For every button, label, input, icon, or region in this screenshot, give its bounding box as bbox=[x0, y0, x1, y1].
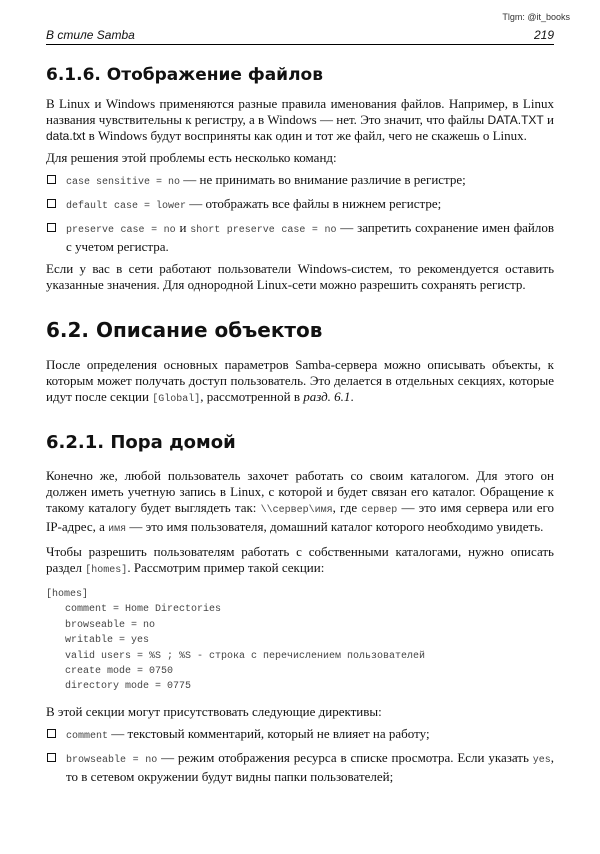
chapter-title: В стиле Samba bbox=[46, 28, 135, 42]
paragraph: Конечно же, любой пользователь захочет работать со своим каталогом. Для этого он должен иметь учетную запись в Linux, с которой и будет связан его каталог. Обращение к такому каталогу будет выглядеть так: \\сервер\имя, где сервер — это имя сервера или его IP-адрес, а имя — это имя пользователя, домашний каталог которого необходимо увидеть. bbox=[46, 468, 555, 535]
running-head bbox=[46, 28, 554, 45]
code-line: writable = yes bbox=[65, 635, 150, 647]
paragraph: Если у вас в сети работают пользователи Windows-систем, то рекомендуется оставить указанные значения. Для однородной Linux-сети можно разрешить сохранять регистр. bbox=[46, 261, 554, 292]
code-line: browseable = no bbox=[65, 619, 156, 631]
cross-reference: разд. 6.1 bbox=[303, 389, 351, 404]
checkbox-bullet-icon bbox=[47, 729, 56, 738]
code-line: create mode = 0750 bbox=[65, 666, 174, 678]
paragraph: Для решения этой проблемы есть несколько команд: bbox=[46, 150, 337, 165]
checkbox-bullet-icon bbox=[47, 199, 56, 208]
section-heading-6-1-6: 6.1.6. Отображение файлов bbox=[46, 65, 323, 85]
paragraph: После определения основных параметров Samba-сервера можно описывать объекты, к которым может получать доступ пользователь. Это делается в отдельных секциях, которые идут после секции [Global], рассмотренной в разд. 6.1. bbox=[46, 357, 554, 405]
checkbox-bullet-icon bbox=[47, 175, 56, 184]
bullet-list bbox=[46, 726, 554, 785]
code-line: directory mode = 0775 bbox=[65, 681, 192, 693]
paragraph: В этой секции могут присутствовать следующие директивы: bbox=[46, 703, 382, 719]
checkbox-bullet-icon bbox=[47, 753, 56, 762]
code-line: [homes] bbox=[46, 589, 89, 600]
section-heading-6-2: 6.2. Описание объектов bbox=[46, 318, 323, 342]
code-line: comment = Home Directories bbox=[65, 604, 222, 616]
code-block bbox=[46, 587, 554, 695]
list-item: default case = lower — отображать все файлы в нижнем регистре; bbox=[46, 196, 554, 215]
page-number: 219 bbox=[533, 28, 554, 42]
watermark: Tlgm: @it_books bbox=[502, 12, 570, 22]
list-item: comment — текстовый комментарий, который не влияет на работу; bbox=[46, 726, 554, 745]
paragraph: В Linux и Windows применяются разные правила именования файлов. Например, в Linux названия чувствительны к регистру, а в Windows — нет. Это значит, что файлы DATA.TXT и data.txt в Windows будут восприняты как один и тот же файл, чего не скажешь о Linux. bbox=[46, 96, 554, 143]
checkbox-bullet-icon bbox=[47, 223, 56, 232]
list-item: preserve case = no и short preserve case = no — запретить сохранение имен файлов с учетом регистра. bbox=[46, 220, 554, 255]
bullet-list bbox=[46, 172, 554, 255]
list-item: case sensitive = no — не принимать во внимание различие в регистре; bbox=[46, 172, 554, 191]
paragraph: Чтобы разрешить пользователям работать с собственными каталогами, нужно описать раздел [homes]. Рассмотрим пример такой секции: bbox=[46, 544, 554, 576]
list-item: browseable = no — режим отображения ресурса в списке просмотра. Если указать yes, то в сетевом окружении будут видны папки пользователей; bbox=[46, 750, 554, 785]
page-content bbox=[46, 56, 554, 791]
code-line: valid users = %S ; %S - строка с перечислением пользователей bbox=[65, 650, 426, 662]
section-heading-6-2-1: 6.2.1. Пора домой bbox=[46, 432, 236, 453]
